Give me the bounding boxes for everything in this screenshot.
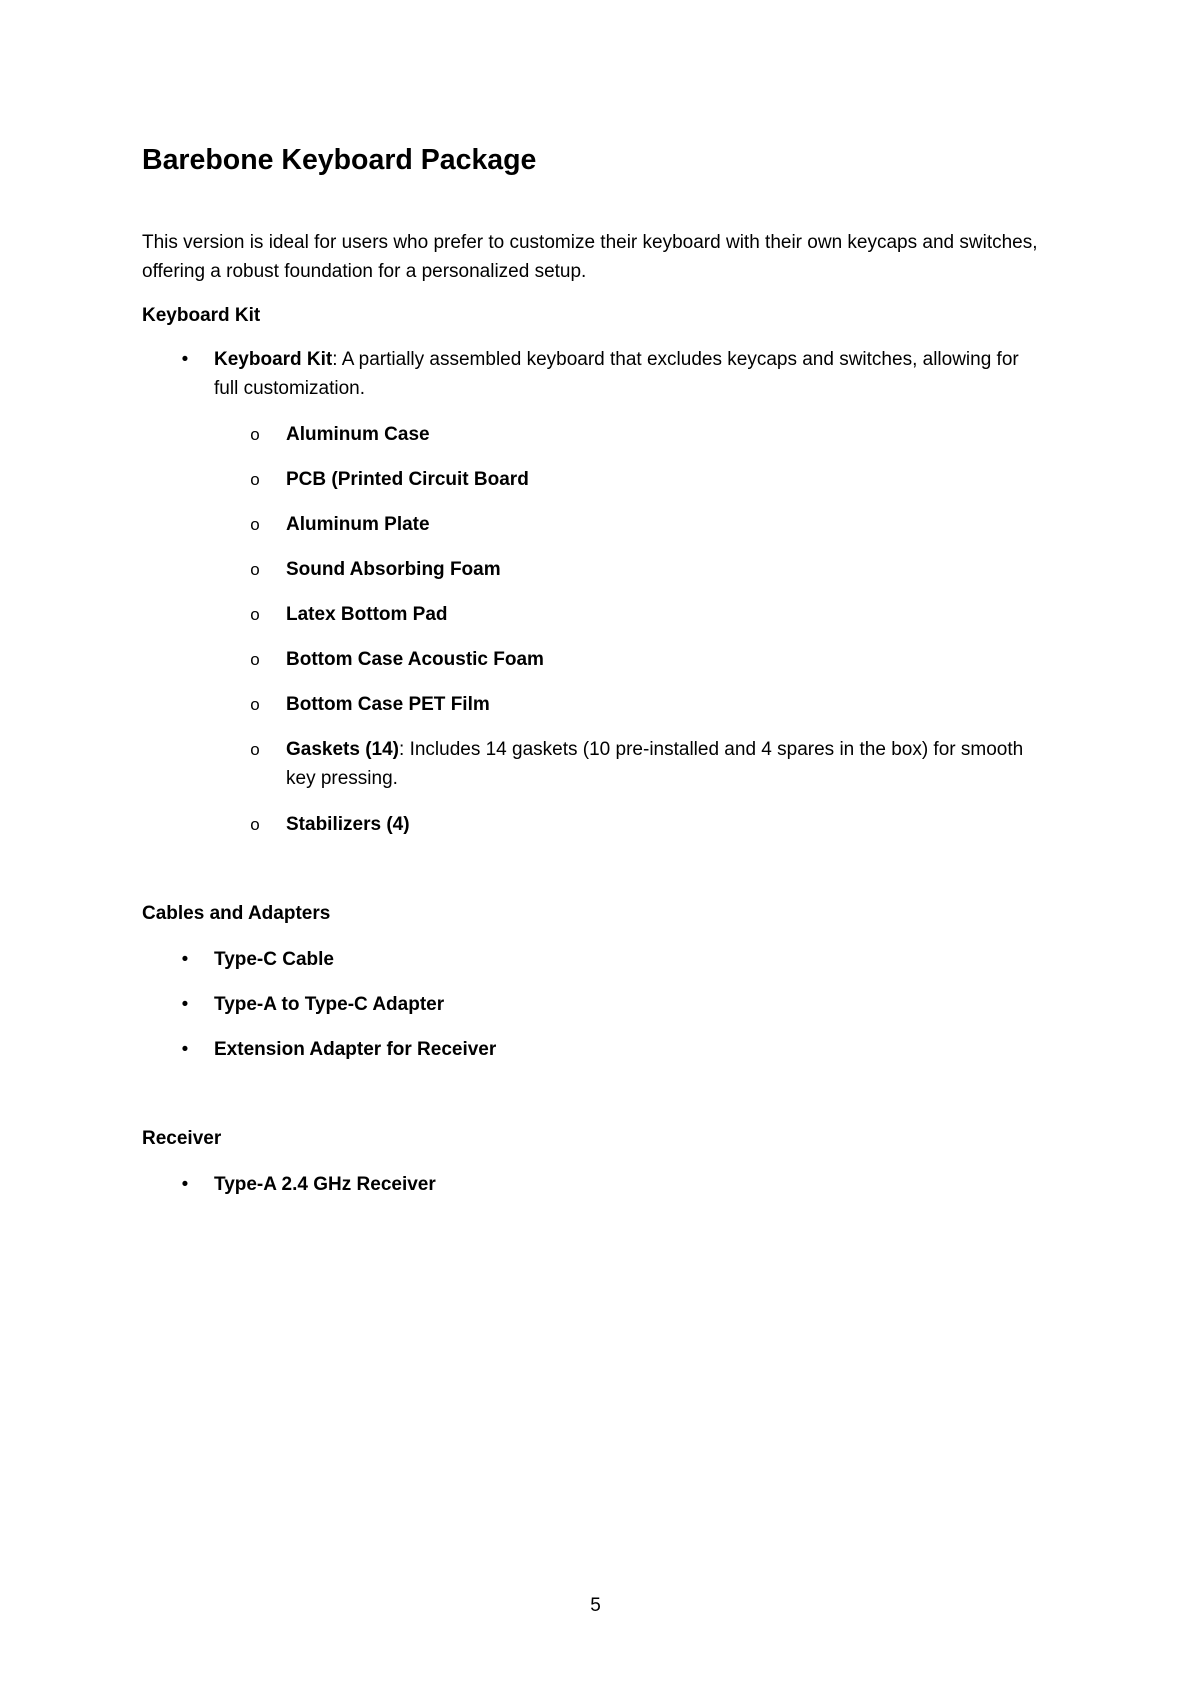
sub-list-item	[250, 600, 1046, 629]
circle-bullet-icon: o	[250, 740, 260, 759]
item-label: Type-C Cable	[214, 949, 335, 970]
list-item	[181, 1170, 1044, 1199]
item-label: Aluminum Plate	[286, 514, 430, 535]
sub-list-item	[250, 690, 1046, 719]
bullet-icon: •	[181, 1174, 189, 1195]
bullet-icon: •	[181, 349, 189, 370]
item-label: Stabilizers (4)	[286, 814, 410, 835]
item-label: Type-A 2.4 GHz Receiver	[214, 1174, 436, 1195]
item-label: Keyboard Kit	[214, 349, 333, 370]
item-label: Bottom Case Acoustic Foam	[286, 649, 544, 670]
bullet-icon: •	[181, 994, 189, 1015]
sub-list-item	[250, 810, 1046, 839]
item-description: : A partially assembled keyboard that excludes keycaps and switches, allowing for full customization.	[214, 349, 1019, 399]
circle-bullet-icon: o	[250, 650, 260, 669]
sub-list-item	[250, 510, 1046, 539]
item-label: Aluminum Case	[286, 424, 430, 445]
list-item	[181, 1035, 1044, 1064]
page-title: Barebone Keyboard Package	[142, 144, 537, 176]
circle-bullet-icon: o	[250, 560, 260, 579]
item-label: Gaskets (14)	[286, 739, 400, 760]
sub-list-item	[250, 555, 1046, 584]
circle-bullet-icon: o	[250, 425, 260, 444]
item-label: PCB (Printed Circuit Board	[286, 469, 529, 490]
item-label: Extension Adapter for Receiver	[214, 1039, 497, 1060]
sub-list-item	[250, 465, 1046, 494]
item-label: Latex Bottom Pad	[286, 604, 448, 625]
section-heading-keyboard-kit: Keyboard Kit	[142, 305, 261, 326]
bullet-icon: •	[181, 1039, 189, 1060]
circle-bullet-icon: o	[250, 815, 260, 834]
list-item	[181, 945, 1044, 974]
circle-bullet-icon: o	[250, 695, 260, 714]
list-item	[181, 990, 1044, 1019]
bullet-icon: •	[181, 949, 189, 970]
sub-list-item	[250, 420, 1046, 449]
item-label: Type-A to Type-C Adapter	[214, 994, 445, 1015]
circle-bullet-icon: o	[250, 605, 260, 624]
page-number: 5	[590, 1595, 601, 1616]
circle-bullet-icon: o	[250, 470, 260, 489]
section-heading-cables: Cables and Adapters	[142, 903, 331, 924]
sub-list-item	[250, 735, 1046, 793]
sub-list-item	[250, 645, 1046, 674]
circle-bullet-icon: o	[250, 515, 260, 534]
item-label: Sound Absorbing Foam	[286, 559, 501, 580]
item-label: Bottom Case PET Film	[286, 694, 490, 715]
section-heading-receiver: Receiver	[142, 1128, 222, 1149]
item-description: : Includes 14 gaskets (10 pre-installed and 4 spares in the box) for smooth key pressing.	[286, 739, 1024, 789]
list-item-keyboard-kit	[181, 345, 1044, 403]
intro-paragraph: This version is ideal for users who prefer to customize their keyboard with their own keycaps and switches, offering a robust foundation for a personalized setup.	[142, 232, 1038, 282]
